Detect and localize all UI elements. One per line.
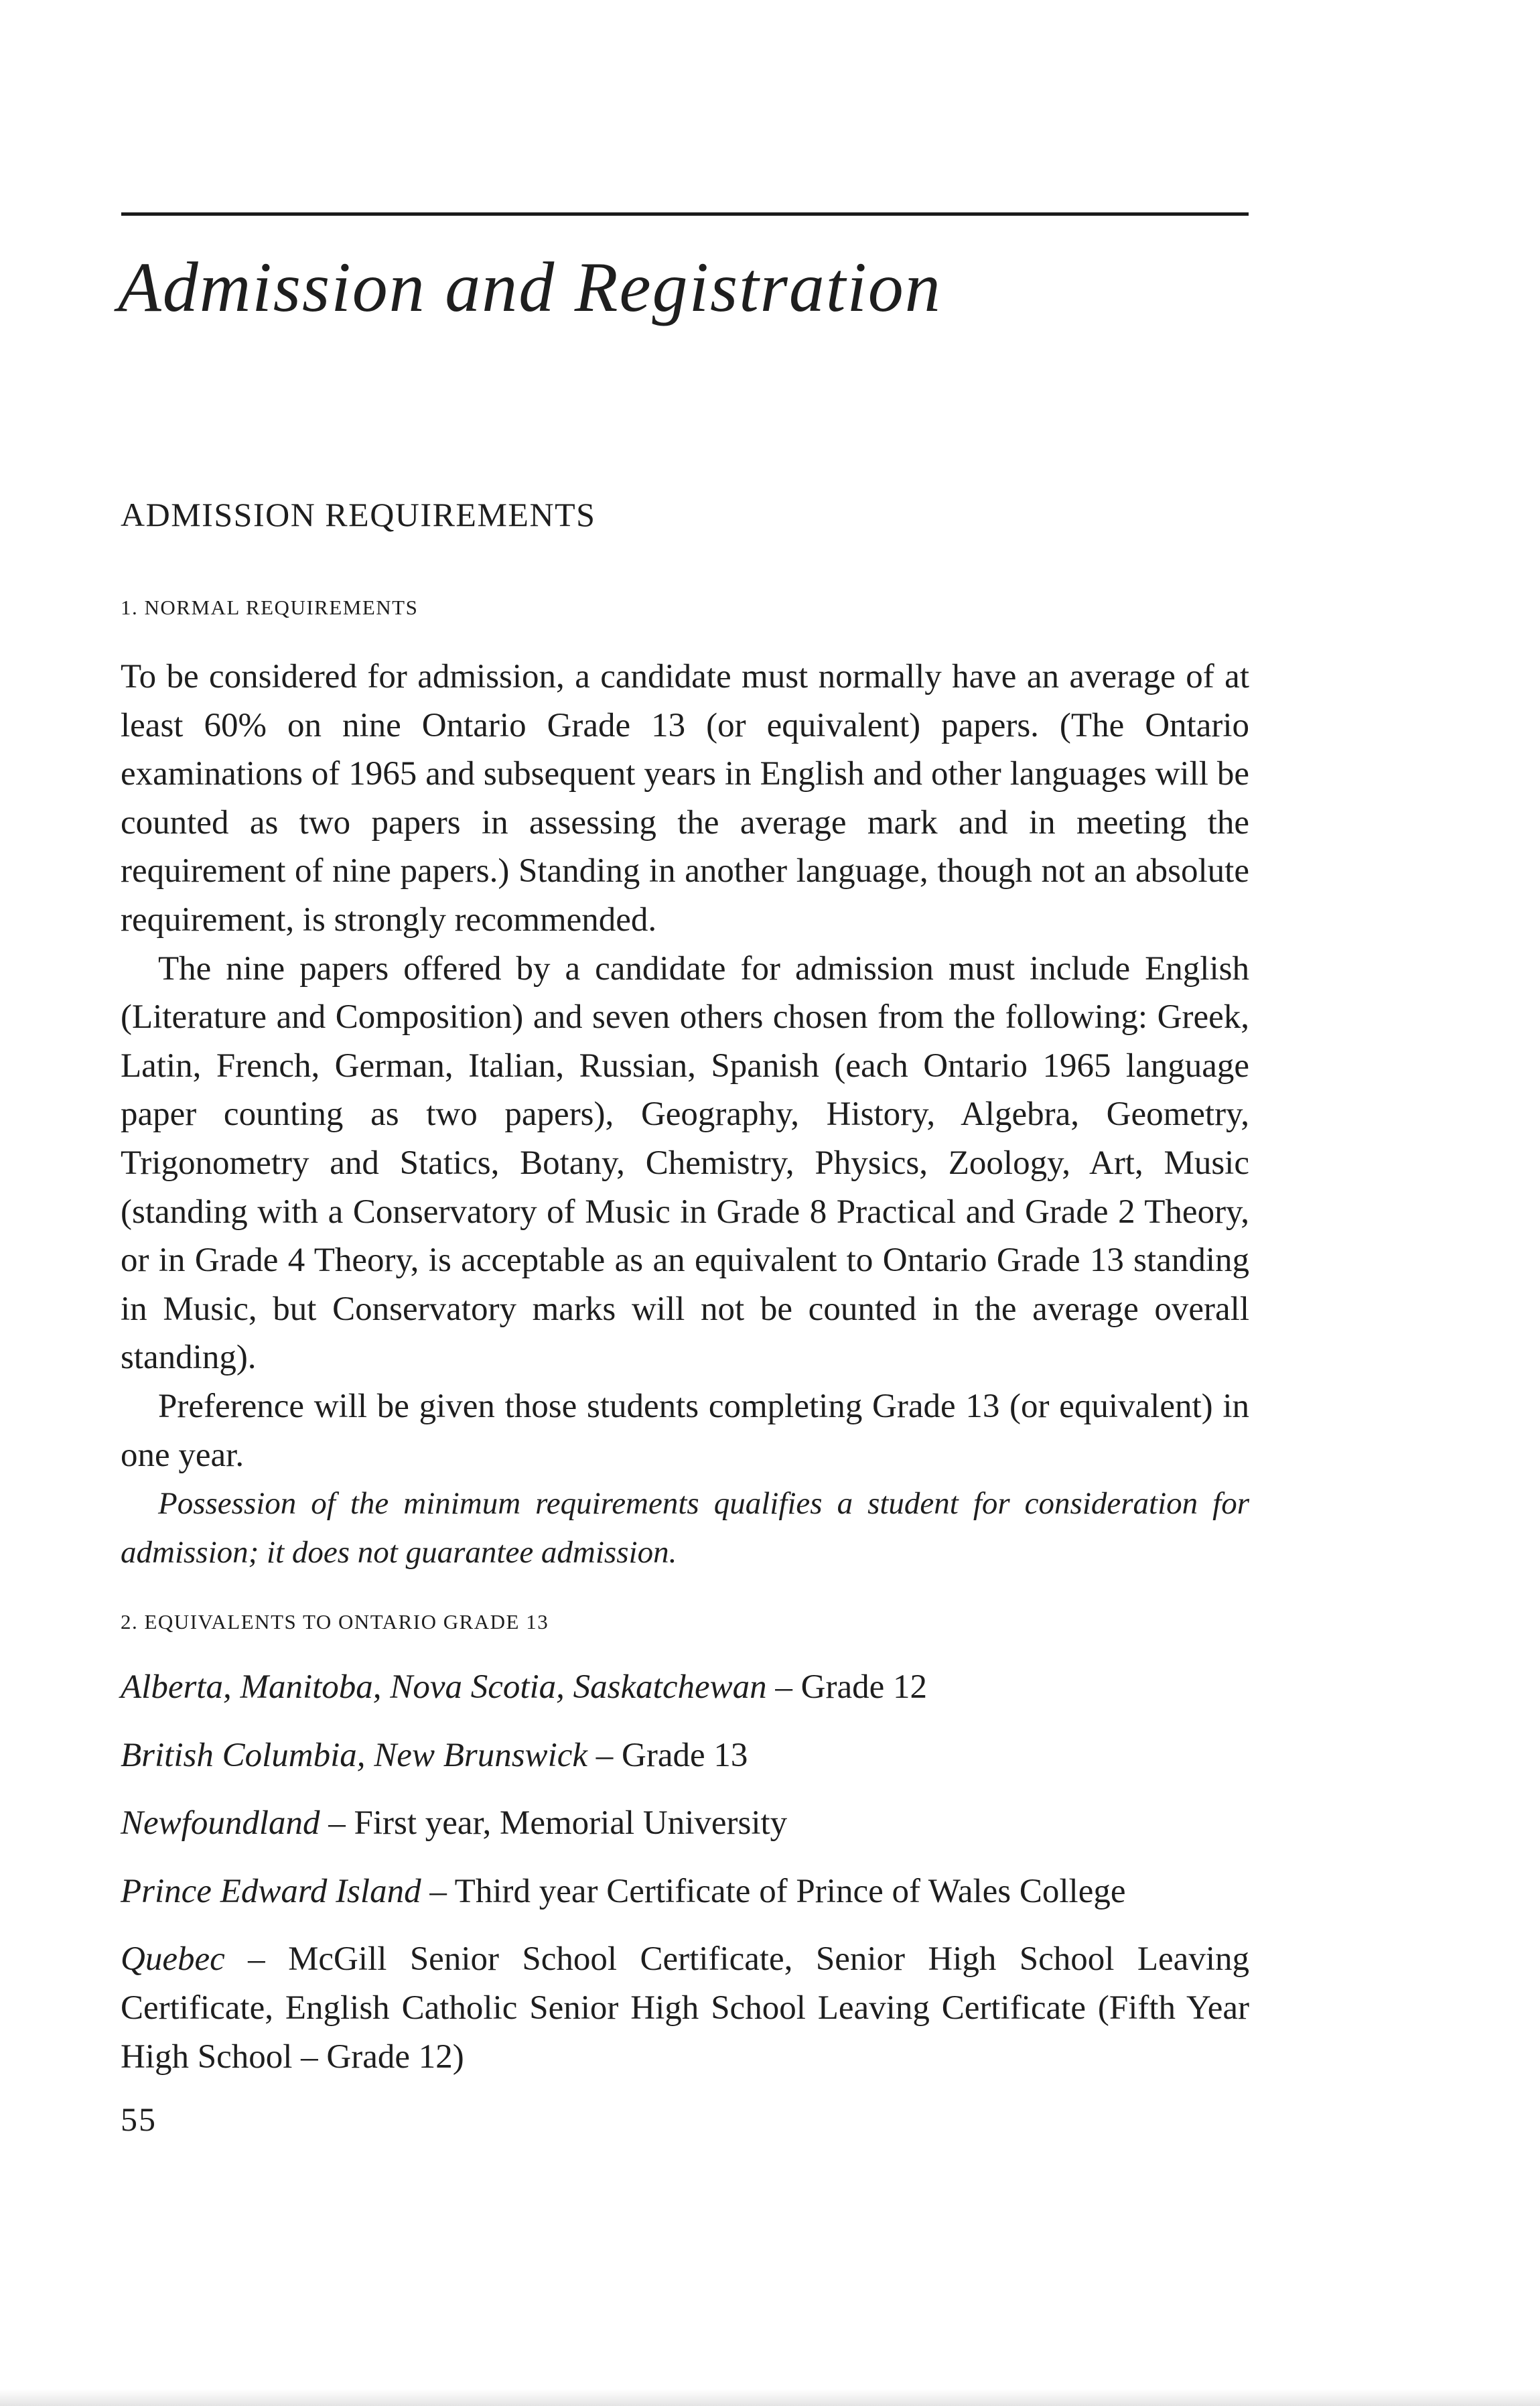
normal-requirements-body [121,653,1249,1577]
chapter-title: Admission and Registration [118,248,942,326]
admission-note: Possession of the minimum requirements qualifies a student for consideration for admission; it does not guarantee admission. [121,1486,1249,1570]
separator: – [320,1804,354,1843]
chapter-rule [121,212,1249,216]
province-names: Quebec [121,1940,225,1979]
equivalent-item [121,1867,1249,1916]
preference-paragraph: Preference will be given those students completing Grade 13 (or equivalent) in one year. [121,1387,1249,1474]
equivalent-item [121,1799,1249,1848]
province-names: Newfoundland [121,1804,320,1843]
normal-requirements-heading: 1. NORMAL REQUIREMENTS [121,596,419,619]
equivalent-requirement: Grade 12 [800,1668,927,1706]
equivalent-requirement: McGill Senior School Certificate, Senior High School Leaving Certificate, English Catholic Senior High School Leaving Certificate (Fifth Year High School – Grade 12) [121,1940,1249,2076]
equivalent-item [121,1663,1249,1712]
separator: – [766,1668,801,1706]
equivalent-item [121,1731,1249,1780]
separator: – [224,1940,289,1979]
separator: – [587,1736,622,1774]
province-names: British Columbia, New Brunswick [121,1736,588,1774]
equivalent-requirement: Grade 13 [622,1736,748,1774]
papers-paragraph: The nine papers offered by a candidate for admission must include English (Literature and Composition) and seven others chosen from the following: Greek, Latin, French, German, Italian, Russian, Spanish (each Ontario 1965 language paper counting as two papers), Geography, History, Algebra, Geometry, Trigonometry and Statics, Botany, Chemistry, Physics, Zoology, Art, Music (standing with a Conservatory of Music in Grade 8 Practical and Grade 2 Theory, or in Grade 4 Theory, is acceptable as an equivalent to Ontario Grade 13 standing in Music, but Conservatory marks will not be counted in the average overall standing). [121,949,1249,1377]
requirements-paragraph: To be considered for admission, a candidate must normally have an average of at least 60% on nine Ontario Grade 13 (or equivalent) papers. (The Ontario examinations of 1965 and subsequent years in English and other languages will be counted as two papers in assessing the average mark and in meeting the requirement of nine papers.) Standing in another language, though not an absolute requirement, is strongly recommended. [121,658,1249,939]
page-number: 55 [121,2100,157,2138]
equivalent-requirement: Third year Certificate of Prince of Wales College [454,1872,1126,1910]
section-heading: ADMISSION REQUIREMENTS [121,496,596,533]
province-names: Alberta, Manitoba, Nova Scotia, Saskatchewan [121,1668,767,1706]
equivalents-list [121,1663,1249,2100]
province-names: Prince Edward Island [121,1872,421,1910]
equivalent-requirement: First year, Memorial University [354,1804,788,1843]
scan-edge [0,2389,1540,2406]
separator: – [421,1872,455,1910]
equivalents-heading: 2. EQUIVALENTS TO ONTARIO GRADE 13 [121,1610,549,1633]
equivalent-item [121,1935,1249,2081]
